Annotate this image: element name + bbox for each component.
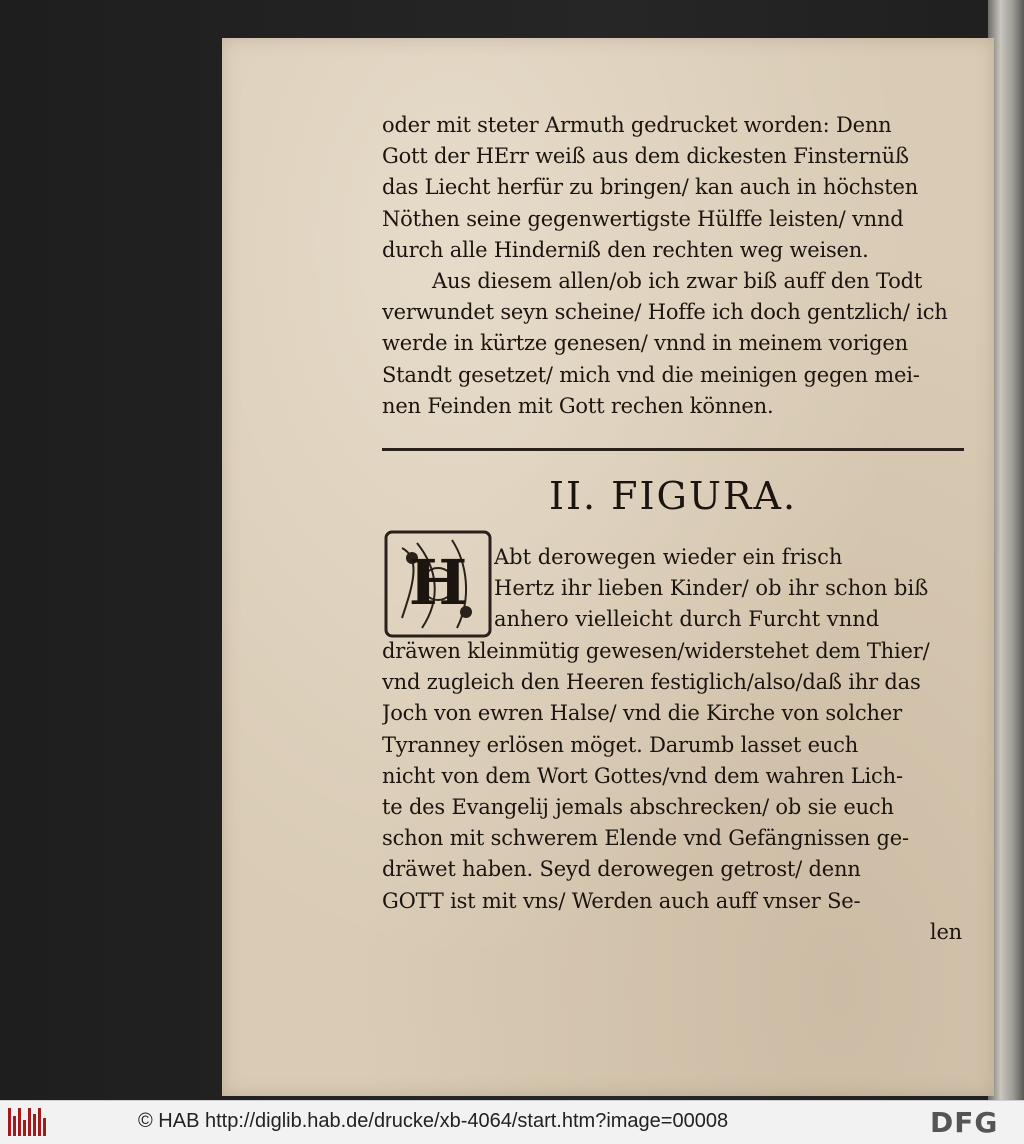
text-line: Abt derowegen wieder ein frisch <box>494 545 843 569</box>
text-line: verwundet seyn scheine/ Hoffe ich doch gentzlich/ ich <box>382 300 948 325</box>
ornament-icon <box>382 528 494 640</box>
initial-letter: H <box>408 546 468 619</box>
body-paragraph <box>382 636 962 948</box>
text-line: Aus diesem allen/ob ich zwar biß auff den Todt <box>432 268 923 293</box>
text-line: oder mit steter Armuth gedrucket worden: Denn <box>382 113 892 137</box>
section-divider <box>382 448 964 451</box>
footer-bar <box>0 1100 1024 1144</box>
hab-logo-icon <box>8 1108 48 1136</box>
text-line: Tyranney erlösen möget. Darumb lasset euch <box>382 732 859 757</box>
document-page <box>222 38 994 1096</box>
initial-paragraph-lines <box>494 542 964 636</box>
text-line: schon mit schwerem Elende vnd Gefängnissen ge- <box>382 826 909 851</box>
top-paragraph <box>382 110 962 422</box>
text-line: werde in kürtze genesen/ vnnd in meinem vorigen <box>382 331 908 356</box>
text-line: vnd zugleich den Heeren festiglich/also/daß ihr das <box>382 670 921 695</box>
text-line: nicht von dem Wort Gottes/vnd dem wahren Lich- <box>382 763 903 788</box>
text-line: dräwet haben. Seyd derowegen getrost/ denn <box>382 857 861 882</box>
text-line: te des Evangelij jemals abschrecken/ ob sie euch <box>382 794 894 819</box>
section-heading: II. FIGURA. <box>548 474 798 518</box>
text-line: Hertz ihr lieben Kinder/ ob ihr schon biß <box>494 576 929 601</box>
dfg-logo: DFG <box>930 1106 999 1139</box>
source-credit-link[interactable]: © HAB http://diglib.hab.de/drucke/xb-4064/start.htm?image=00008 <box>138 1110 729 1132</box>
text-line: das Liecht herfür zu bringen/ kan auch in höchsten <box>382 175 919 200</box>
text-line: GOTT ist mit vns/ Werden auch auff vnser Se- <box>382 888 861 913</box>
text-line: Standt gesetzet/ mich vnd die meinigen gegen mei- <box>382 362 920 387</box>
text-line: durch alle Hinderniß den rechten weg weisen. <box>382 237 869 262</box>
text-line: anhero vielleicht durch Furcht vnnd <box>494 607 880 632</box>
text-line: Nöthen seine gegenwertigste Hülffe leisten/ vnnd <box>382 206 904 231</box>
text-line: Gott der HErr weiß aus dem dickesten Finsternüß <box>382 144 909 169</box>
catchword: len <box>929 919 962 944</box>
decorated-initial <box>382 528 494 640</box>
text-line: dräwen kleinmütig gewesen/widerstehet dem Thier/ <box>382 639 930 663</box>
text-line: nen Feinden mit Gott rechen können. <box>382 393 774 418</box>
text-line: Joch von ewren Halse/ vnd die Kirche von solcher <box>382 701 902 726</box>
